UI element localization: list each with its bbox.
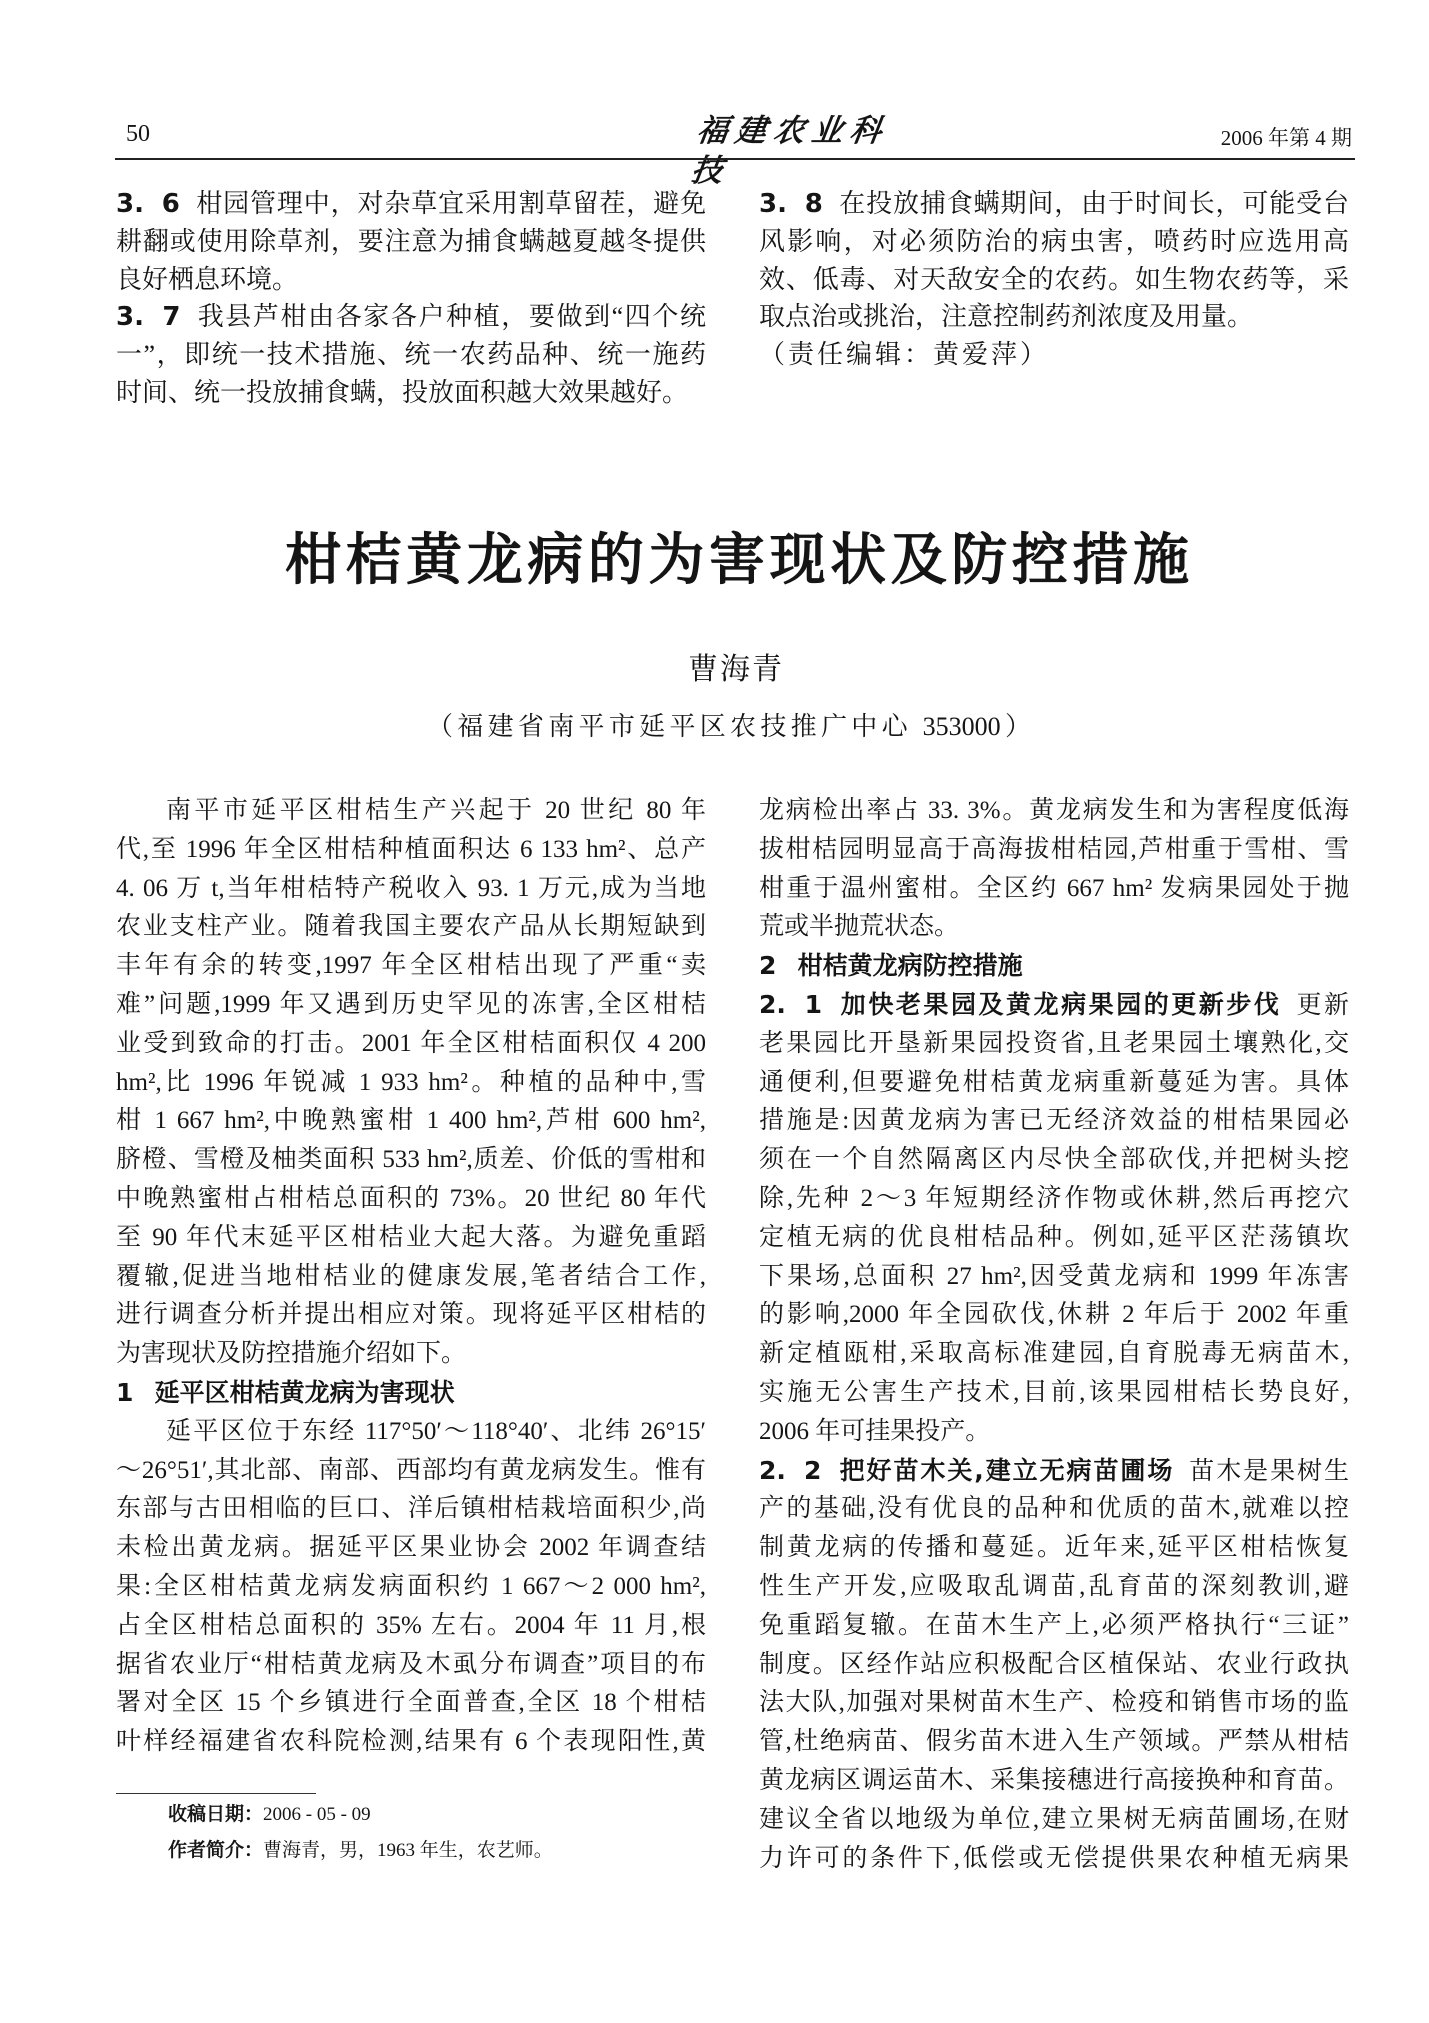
text-line: 耕翻或使用除草剂，要注意为捕食螨越夏越冬提供	[116, 226, 706, 256]
text-line: 难”问题,1999 年又遇到历史罕见的冻害,全区柑桔	[116, 990, 706, 1018]
text-line: 进行调查分析并提出相应对策。现将延平区柑桔的	[116, 1301, 706, 1329]
text-line: 果:全区柑桔黄龙病发病面积约 1 667～2 000 hm²,	[116, 1572, 706, 1600]
text-run: 我县芦柑由各家各户种植，要做到“四个统	[196, 302, 706, 332]
text-line	[759, 185, 1349, 223]
text-line: 龙病检出率占 33. 3%。黄龙病发生和为害程度低海	[759, 797, 1349, 824]
text-line: 中晚熟蜜柑占柑桔总面积的 73%。20 世纪 80 年代	[116, 1184, 706, 1212]
text-line: 老果园比开垦新果园投资省,且老果园土壤熟化,交	[759, 1029, 1349, 1057]
footnote-label: 收稿日期：	[168, 1803, 264, 1825]
article-title: 柑桔黄龙病的为害现状及防控措施	[285, 528, 1189, 593]
issue-label: 2006 年第 4 期	[1220, 126, 1352, 150]
text-line: 4. 06 万 t,当年柑桔特产税收入 93. 1 万元,成为当地	[116, 874, 706, 902]
text-line	[759, 986, 1349, 1025]
previous-article-left-column	[116, 185, 706, 412]
subsection-paragraph	[116, 185, 706, 298]
article-affiliation: （福建省南平市延平区农技推广中心 353000）	[427, 712, 1031, 741]
text-line: 据省农业厅“柑桔黄龙病及木虱分布调查”项目的布	[116, 1650, 706, 1678]
text-line: 时间、统一投放捕食螨，投放面积越大效果越好。	[116, 377, 689, 407]
text-line: 性生产开发,应吸取乱调苗,乱育苗的深刻教训,避	[759, 1572, 1349, 1600]
text-line: 力许可的条件下,低偿或无偿提供果农种植无病果	[759, 1844, 1349, 1872]
text-line: 免重蹈复辙。在苗木生产上,必须严格执行“三证”	[759, 1611, 1349, 1639]
header-rule	[115, 158, 1355, 160]
text-line: 叶样经福建省农科院检测,结果有 6 个表现阳性,黄	[116, 1728, 706, 1756]
text-line: 制黄龙病的传播和蔓延。近年来,延平区柑桔恢复	[759, 1534, 1349, 1562]
text-line: 丰年有余的转变,1997 年全区柑桔出现了严重“卖	[116, 952, 706, 980]
subsection-paragraph	[759, 185, 1349, 336]
text-line: 风影响，对必须防治的病虫害，喷药时应选用高	[759, 226, 1349, 256]
subsection-paragraph	[759, 986, 1349, 1452]
text-line: 须在一个自然隔离区内尽快全部砍伐,并把树头挖	[759, 1146, 1349, 1174]
text-line: 通便利,但要避免柑桔黄龙病重新蔓延为害。具体	[759, 1068, 1349, 1096]
text-line: 业受到致命的打击。2001 年全区柑桔面积仅 4 200	[116, 1029, 706, 1057]
text-line	[116, 298, 706, 336]
article-body-left-column	[116, 792, 706, 1762]
text-line: 的影响,2000 年全园砍伐,休耕 2 年后于 2002 年重	[759, 1301, 1349, 1329]
subsection-heading: 2. 1 加快老果园及黄龙病果园的更新步伐	[759, 989, 1282, 1019]
text-run: 更新	[1296, 991, 1349, 1019]
page-number: 50	[126, 121, 150, 147]
text-line: 未检出黄龙病。据延平区果业协会 2002 年调查结	[116, 1534, 706, 1562]
paragraph	[116, 1413, 706, 1762]
subsection-heading: 3. 8	[759, 189, 823, 219]
text-line: 良好栖息环境。	[116, 264, 299, 294]
text-line: ～26°51′,其北部、南部、西部均有黄龙病发生。惟有	[116, 1456, 706, 1484]
section-heading: 1 延平区柑桔黄龙病为害现状	[116, 1377, 455, 1407]
text-run: 柑园管理中，对杂草宜采用割草留茬，避免	[195, 189, 706, 218]
subsection-paragraph	[116, 298, 706, 411]
footnote-label: 作者简介：	[168, 1839, 264, 1861]
previous-article-right-column	[759, 185, 1349, 374]
text-line: 下果场,总面积 27 hm²,因受黄龙病和 1999 年冻害	[759, 1262, 1349, 1290]
text-line: 新定植瓯柑,采取高标准建园,自育脱毒无病苗木,	[759, 1340, 1349, 1368]
article-author: 曹海青	[688, 653, 782, 686]
paragraph	[116, 792, 706, 1374]
subsection-heading: 3. 7	[116, 302, 181, 333]
text-line: 实施无公害生产技术,目前,该果园柑桔长势良好,	[759, 1378, 1349, 1406]
text-line: 覆辙,促进当地柑桔业的健康发展,笔者结合工作,	[116, 1262, 706, 1290]
footnote-received-date	[168, 1801, 371, 1828]
text-line: 柑 1 667 hm²,中晚熟蜜柑 1 400 hm²,芦柑 600 hm²,	[116, 1107, 706, 1135]
text-line: 代,至 1996 年全区柑桔种植面积达 6 133 hm²、总产	[116, 835, 706, 863]
text-line: 拔柑桔园明显高于高海拔柑桔园,芦柑重于雪柑、雪	[759, 835, 1349, 863]
text-line: 措施是:因黄龙病为害已无经济效益的柑桔果园必	[759, 1107, 1349, 1135]
text-line: 东部与古田相临的巨口、洋后镇柑桔栽培面积少,尚	[116, 1495, 706, 1523]
text-line: 黄龙病区调运苗木、采集接穗进行高接换种和育苗。	[759, 1766, 1349, 1794]
text-line	[759, 1452, 1349, 1491]
footnote-value: 曹海青，男，1963 年生，农艺师。	[263, 1840, 553, 1861]
text-line: 法大队,加强对果树苗木生产、检疫和销售市场的监	[759, 1689, 1349, 1717]
subsection-paragraph	[759, 1452, 1349, 1879]
text-line: 占全区柑桔总面积的 35% 左右。2004 年 11 月,根	[116, 1611, 706, 1639]
subsection-heading: 2. 2 把好苗木关,建立无病苗圃场	[759, 1455, 1175, 1485]
text-line: 延平区位于东经 117°50′～118°40′、北纬 26°15′	[166, 1417, 706, 1445]
footnote-author-bio	[168, 1837, 553, 1864]
journal-logo: 福建农业科技	[688, 113, 884, 189]
text-line: 署对全区 15 个乡镇进行全面普查,全区 18 个柑桔	[116, 1689, 706, 1717]
paragraph	[759, 792, 1349, 947]
text-line: 管,杜绝病苗、假劣苗木进入生产领域。严禁从柑桔	[759, 1728, 1349, 1756]
text-line: 除,先种 2～3 年短期经济作物或休耕,然后再挖穴	[759, 1184, 1349, 1212]
text-line: 一”，即统一技术措施、统一农药品种、统一施药	[116, 340, 706, 370]
text-line: 为害现状及防控措施介绍如下。	[116, 1340, 467, 1368]
subsection-heading: 3. 6	[116, 189, 180, 219]
text-line: 制度。区经作站应积极配合区植保站、农业行政执	[759, 1650, 1349, 1678]
article-body-right-column	[759, 792, 1349, 1878]
text-line: 荒或半抛荒状态。	[759, 913, 960, 941]
text-line: 产的基础,没有优良的品种和优质的苗木,就难以控	[759, 1495, 1349, 1523]
text-run: 苗木是果树生	[1189, 1457, 1349, 1485]
section-heading: 2 柑桔黄龙病防控措施	[759, 951, 1023, 981]
text-line: 至 90 年代末延平区柑桔业大起大落。为避免重蹈	[116, 1223, 706, 1251]
text-line: 建议全省以地级为单位,建立果树无病苗圃场,在财	[759, 1805, 1349, 1833]
text-line: 2006 年可挂果投产。	[759, 1417, 991, 1445]
text-line: 南平市延平区柑桔生产兴起于 20 世纪 80 年	[166, 797, 706, 824]
text-line	[116, 185, 706, 223]
editor-note: （责任编辑：黄爱萍）	[759, 340, 1050, 370]
text-line: 脐橙、雪橙及柚类面积 533 hm²,质差、价低的雪柑和	[116, 1146, 706, 1174]
footnote-value: 2006 - 05 - 09	[263, 1804, 371, 1825]
text-line: 效、低毒、对天敌安全的农药。如生物农药等，采	[759, 264, 1349, 294]
text-line: 农业支柱产业。随着我国主要农产品从长期短缺到	[116, 913, 706, 941]
text-run: 在投放捕食螨期间，由于时间长，可能受台	[838, 189, 1349, 218]
text-line: hm²,比 1996 年锐减 1 933 hm²。种植的品种中,雪	[116, 1068, 706, 1096]
text-line: 取点治或挑治，注意控制药剂浓度及用量。	[759, 302, 1254, 332]
text-line: 定植无病的优良柑桔品种。例如,延平区茫荡镇坎	[759, 1223, 1349, 1251]
footnote-rule	[116, 1793, 316, 1794]
text-line: 柑重于温州蜜柑。全区约 667 hm² 发病果园处于抛	[759, 874, 1349, 902]
